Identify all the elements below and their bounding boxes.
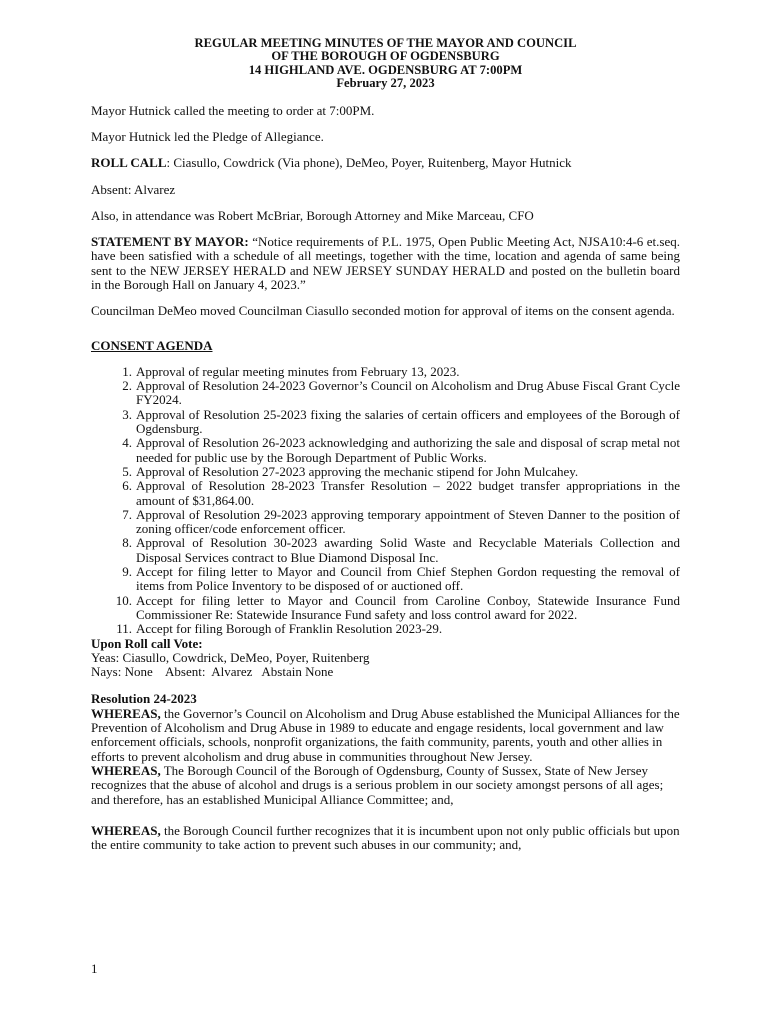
page-number: 1 bbox=[91, 961, 98, 976]
roll-call-text: : Ciasullo, Cowdrick (Via phone), DeMeo, Poyer, Ruitenberg, Mayor Hutnick bbox=[166, 155, 572, 171]
agenda-item bbox=[122, 506, 680, 537]
agenda-item-number: 7. bbox=[122, 506, 132, 522]
agenda-item-text: Accept for filing letter to Mayor and Council from Chief Stephen Gordon requesting the removal of items from Police Inventory to be disposed of or auctioned off. bbox=[136, 564, 680, 594]
whereas-paragraph-3 bbox=[91, 824, 680, 853]
agenda-item-number: 11. bbox=[116, 621, 132, 637]
call-to-order: Mayor Hutnick called the meeting to order at 7:00PM. bbox=[91, 102, 375, 118]
agenda-item-number: 10. bbox=[115, 592, 132, 608]
document-page bbox=[91, 37, 680, 852]
whereas-label: WHEREAS, bbox=[91, 705, 161, 721]
consent-agenda-list bbox=[91, 365, 680, 637]
statement-label: STATEMENT BY MAYOR: bbox=[91, 234, 249, 250]
vote-nays: Nays: None Absent: Alvarez Abstain None bbox=[91, 664, 334, 680]
agenda-item-text: Approval of Resolution 30-2023 awarding Solid Waste and Recyclable Materials Collection and Disposal Services contract to Blue Diamond Disposal Inc. bbox=[136, 535, 680, 565]
agenda-item-number: 9. bbox=[122, 564, 132, 580]
agenda-item-number: 5. bbox=[122, 463, 132, 479]
whereas-label: WHEREAS, bbox=[91, 762, 161, 778]
whereas-paragraph-2 bbox=[91, 764, 680, 807]
agenda-item-text: Approval of Resolution 28-2023 Transfer Resolution – 2022 budget transfer appropriations in the amount of $31,864.00. bbox=[136, 478, 680, 508]
whereas-text-2: The Borough Council of the Borough of Ogdensburg, County of Sussex, State of New Jersey recognizes that the abuse of alcohol and drugs is a serious problem in our society amongst persons of all ages; and therefore, has an established Municipal Alliance Committee; and, bbox=[91, 762, 664, 807]
agenda-item-text: Accept for filing Borough of Franklin Resolution 2023-29. bbox=[136, 621, 443, 637]
agenda-item bbox=[116, 621, 680, 637]
agenda-item-number: 4. bbox=[122, 435, 132, 451]
vote-yeas: Yeas: Ciasullo, Cowdrick, DeMeo, Poyer, Ruitenberg bbox=[91, 649, 370, 665]
agenda-item bbox=[122, 435, 680, 465]
agenda-item-text: Approval of Resolution 27-2023 approving the mechanic stipend for John Mulcahey. bbox=[136, 463, 579, 479]
statement-text: “Notice requirements of P.L. 1975, Open Public Meeting Act, NJSA10:4-6 et.seq. have been satisfied with a schedule of all meetings, together with the time, location and agenda of same being sent to the NEW JERSEY HERALD and NEW JERSEY SUNDAY HERALD and posted on the bulletin board in the Borough Hall on January 4, 2023.” bbox=[91, 234, 680, 292]
agenda-item bbox=[122, 535, 680, 565]
agenda-item-number: 2. bbox=[122, 378, 132, 394]
agenda-item-number: 1. bbox=[122, 363, 132, 379]
agenda-item-number: 3. bbox=[122, 406, 132, 422]
whereas-text-3: the Borough Council further recognizes that it is incumbent upon not only public officials but upon the entire community to take action to prevent such abuses in our community; and, bbox=[91, 822, 680, 853]
document-header bbox=[91, 37, 680, 91]
roll-call bbox=[91, 156, 680, 170]
roll-call-label: ROLL CALL bbox=[91, 155, 167, 171]
agenda-item-text: Approval of regular meeting minutes from February 13, 2023. bbox=[136, 363, 460, 379]
whereas-label: WHEREAS, bbox=[91, 822, 161, 838]
resolution-section bbox=[91, 692, 680, 852]
agenda-item-text: Accept for filing letter to Mayor and Council from Caroline Conboy, Statewide Insurance Fund Commissioner Re: Statewide Insurance Fund safety and loss control award for 2022. bbox=[136, 592, 680, 622]
agenda-item bbox=[115, 592, 680, 623]
resolution-title: Resolution 24-2023 bbox=[91, 691, 197, 707]
vote-label: Upon Roll call Vote: bbox=[91, 635, 203, 651]
roll-call-vote bbox=[91, 637, 680, 680]
consent-motion: Councilman DeMeo moved Councilman Ciasullo seconded motion for approval of items on the consent agenda. bbox=[91, 303, 675, 319]
agenda-item bbox=[122, 363, 680, 379]
agenda-item bbox=[122, 378, 680, 408]
agenda-item bbox=[122, 463, 680, 479]
header-line-3: 14 HIGHLAND AVE. OGDENSBURG AT 7:00PM bbox=[248, 62, 523, 77]
agenda-item-number: 8. bbox=[122, 535, 132, 551]
header-line-1: REGULAR MEETING MINUTES OF THE MAYOR AND COUNCIL bbox=[194, 36, 577, 50]
agenda-item bbox=[122, 564, 680, 594]
agenda-item-text: Approval of Resolution 25-2023 fixing the salaries of certain officers and employees of the Borough of Ogdensburg. bbox=[136, 406, 680, 437]
agenda-item bbox=[122, 478, 680, 508]
agenda-item bbox=[122, 406, 680, 437]
mayor-statement bbox=[91, 235, 680, 292]
header-date: February 27, 2023 bbox=[336, 76, 435, 91]
pledge: Mayor Hutnick led the Pledge of Allegiance. bbox=[91, 128, 324, 144]
whereas-text-1: the Governor’s Council on Alcoholism and Drug Abuse established the Municipal Alliances for the Prevention of Alcoholism and Drug Abuse in 1989 to educate and engage residents, local government and law enforcement officials, schools, nonprofit organizations, the faith community, parents, youth and other allies in efforts to prevent alcoholism and drug abuse in communities throughout New Jersey. bbox=[91, 705, 680, 764]
whereas-paragraph-1 bbox=[91, 707, 680, 764]
agenda-item-text: Approval of Resolution 26-2023 acknowledging and authorizing the sale and disposal of scrap metal not needed for public use by the Borough Department of Public Works. bbox=[136, 435, 680, 465]
consent-agenda-title: CONSENT AGENDA bbox=[91, 337, 213, 353]
agenda-item-text: Approval of Resolution 24-2023 Governor’s Council on Alcoholism and Drug Abuse Fiscal Grant Cycle FY2024. bbox=[136, 378, 680, 408]
absent: Absent: Alvarez bbox=[91, 181, 176, 197]
agenda-item-text: Approval of Resolution 29-2023 approving temporary appointment of Steven Danner to the position of zoning officer/code enforcement officer. bbox=[136, 506, 680, 537]
agenda-item-number: 6. bbox=[122, 478, 132, 494]
header-line-2: OF THE BOROUGH OF OGDENSBURG bbox=[271, 49, 500, 64]
attendance: Also, in attendance was Robert McBriar, Borough Attorney and Mike Marceau, CFO bbox=[91, 207, 534, 223]
